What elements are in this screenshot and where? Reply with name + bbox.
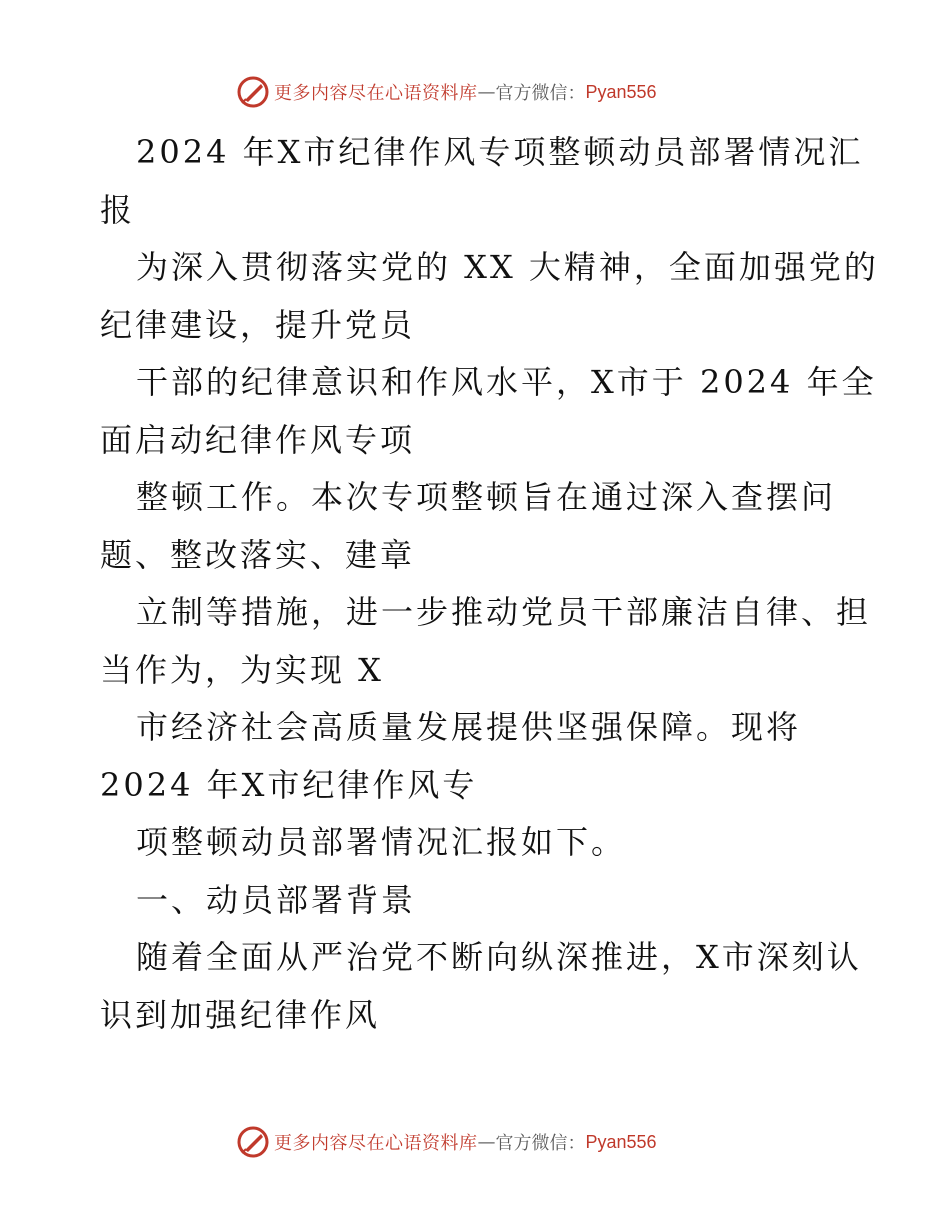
watermark-wechat-label: 官方微信：	[495, 1133, 586, 1154]
watermark-text: 更多内容尽在心语资料库	[274, 83, 478, 104]
quill-pen-logo-icon	[236, 1125, 270, 1159]
watermark-wechat-label: 官方微信：	[495, 83, 586, 104]
section-heading: 一、动员部署背景	[136, 880, 417, 919]
doc-line: 面启动纪律作风专项	[100, 420, 416, 459]
watermark-wechat-id: Pyan556	[585, 81, 657, 102]
watermark-wechat-id: Pyan556	[585, 1131, 657, 1152]
doc-line: 市经济社会高质量发展提供坚强保障。现将	[136, 708, 802, 746]
doc-line: 纪律建设，提升党员	[100, 305, 416, 344]
doc-line: 2024 年X市纪律作风专	[100, 765, 478, 804]
footer-watermark	[236, 1122, 657, 1162]
doc-line: 随着全面从严治党不断向纵深推进，X市深刻认	[136, 938, 862, 976]
document-body	[100, 124, 879, 1044]
doc-line: 报	[100, 190, 136, 229]
quill-pen-logo-icon	[236, 75, 270, 109]
watermark-separator: —	[477, 1131, 496, 1153]
doc-line: 识到加强纪律作风	[100, 995, 381, 1034]
watermark-text: 更多内容尽在心语资料库	[274, 1133, 478, 1154]
doc-line: 立制等措施，进一步推动党员干部廉洁自律、担	[136, 593, 872, 631]
doc-line: 当作为，为实现 X	[100, 650, 384, 689]
header-watermark	[236, 72, 657, 112]
doc-line: 2024 年X市纪律作风专项整顿动员部署情况汇	[136, 133, 864, 171]
doc-line: 项整顿动员部署情况汇报如下。	[136, 823, 627, 861]
watermark-separator: —	[477, 81, 496, 103]
doc-line: 为深入贯彻落实党的 XX 大精神，全面加强党的	[136, 248, 879, 286]
doc-line: 干部的纪律意识和作风水平，X市于 2024 年全	[136, 363, 877, 401]
doc-line: 整顿工作。本次专项整顿旨在通过深入查摆问	[136, 478, 837, 516]
doc-line: 题、整改落实、建章	[100, 535, 416, 574]
